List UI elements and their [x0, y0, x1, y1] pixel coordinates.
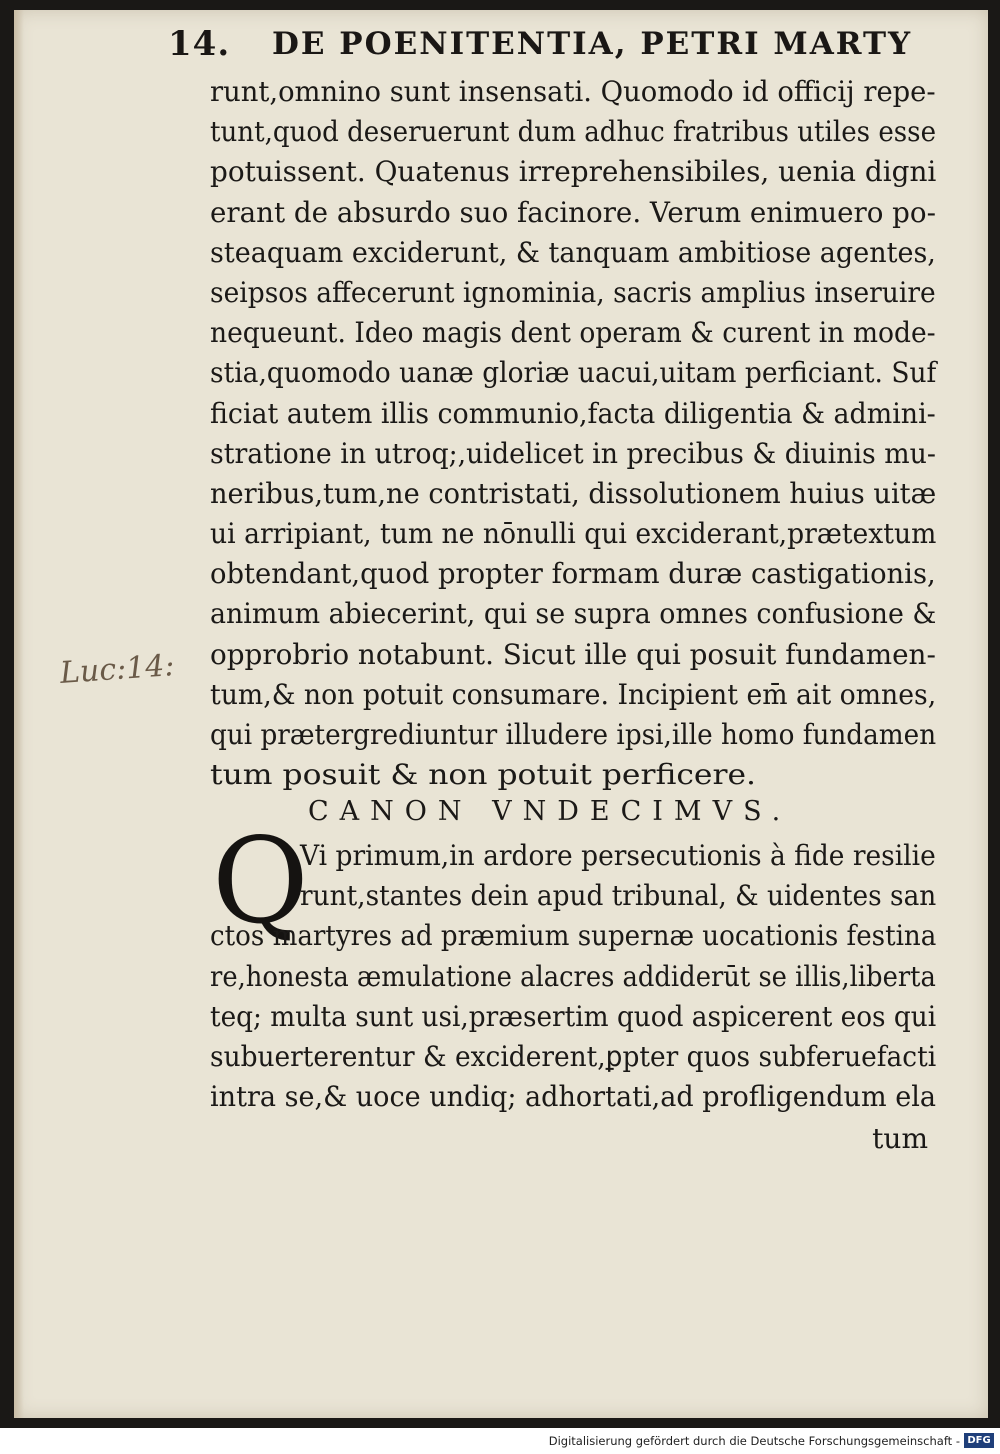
text-line: seipsos affecerunt ignominia, sacris amplius inseruire	[210, 275, 936, 309]
page-edge-shadow	[14, 10, 24, 1418]
text-line: neribus,tum,ne contristati, dissolutionem huius uitæ	[210, 476, 937, 510]
funding-credit: Digitalisierung gefördert durch die Deutsche Forschungsgemeinschaft -	[548, 1434, 960, 1448]
page-header	[150, 22, 913, 72]
text-line: tunt,quod deseruerunt dum adhuc fratribus utiles esse	[210, 115, 937, 149]
text-line: animum abiecerint, qui se supra omnes confusione &	[210, 597, 937, 631]
section-heading: CANON VNDECIMVS.	[308, 796, 792, 827]
text-line: nequeunt. Ideo magis dent operam & curent in mode-	[210, 316, 936, 350]
text-line: tum posuit & non potuit perficere.	[210, 758, 757, 792]
text-line: stia,quomodo uanæ gloriæ uacui,uitam perficiant. Suf	[210, 356, 937, 390]
text-line: obtendant,quod propter formam duræ castigationis,	[210, 557, 936, 591]
canon-text-block	[210, 836, 940, 1117]
text-line: intra se,& uoce undiq; adhortati,ad profligendum ela	[210, 1080, 936, 1114]
text-line: runt,omnino sunt insensati. Quomodo id officij repe-	[210, 75, 936, 108]
text-line: re,honesta æmulatione alacres addiderūt se illis,liberta	[210, 959, 936, 993]
dfg-logo: DFG	[964, 1433, 994, 1448]
footer-bar	[0, 1428, 1000, 1454]
text-line: ctos martyres ad præmium supernæ uocationis festina	[210, 919, 937, 953]
text-line: teq; multa sunt usi,præsertim quod aspicerent eos qui	[210, 999, 937, 1033]
main-text-block	[210, 72, 940, 795]
marginal-note: Luc:14:	[58, 648, 176, 691]
text-line: ficiat autem illis communio,facta diligentia & admini-	[210, 396, 936, 430]
text-line: ui arripiant, tum ne nōnulli qui exciderant,prætextum	[210, 517, 937, 551]
text-line: qui prætergrediuntur illudere ipsi,ille homo fundamen	[210, 718, 937, 751]
text-line: Vi primum,in ardore persecutionis à fide resilie	[300, 839, 936, 872]
catchword: tum	[872, 1122, 928, 1155]
folio-number: 14.	[168, 24, 231, 64]
text-line: opprobrio notabunt. Sicut ille qui posuit fundamen-	[210, 637, 936, 671]
text-line: tum,& non potuit consumare. Incipient em̄ ait omnes,	[210, 677, 937, 711]
text-line: stratione in utroq;,uidelicet in precibus & diuinis mu-	[210, 436, 936, 470]
text-line: potuissent. Quatenus irreprehensibiles, uenia digni	[210, 155, 937, 189]
text-line: steaquam exciderunt, & tanquam ambitiose agentes,	[210, 235, 936, 269]
drop-cap-initial: Q	[212, 812, 309, 950]
text-line: subuerterentur & exciderent,ꝑpter quos subferuefacti	[210, 1039, 937, 1073]
running-title: DE POENITENTIA, PETRI MARTY	[272, 26, 913, 62]
text-line: erant de absurdo suo facinore. Verum enimuero po-	[210, 195, 936, 229]
text-line: runt,stantes dein apud tribunal, & uidentes san	[300, 879, 937, 913]
